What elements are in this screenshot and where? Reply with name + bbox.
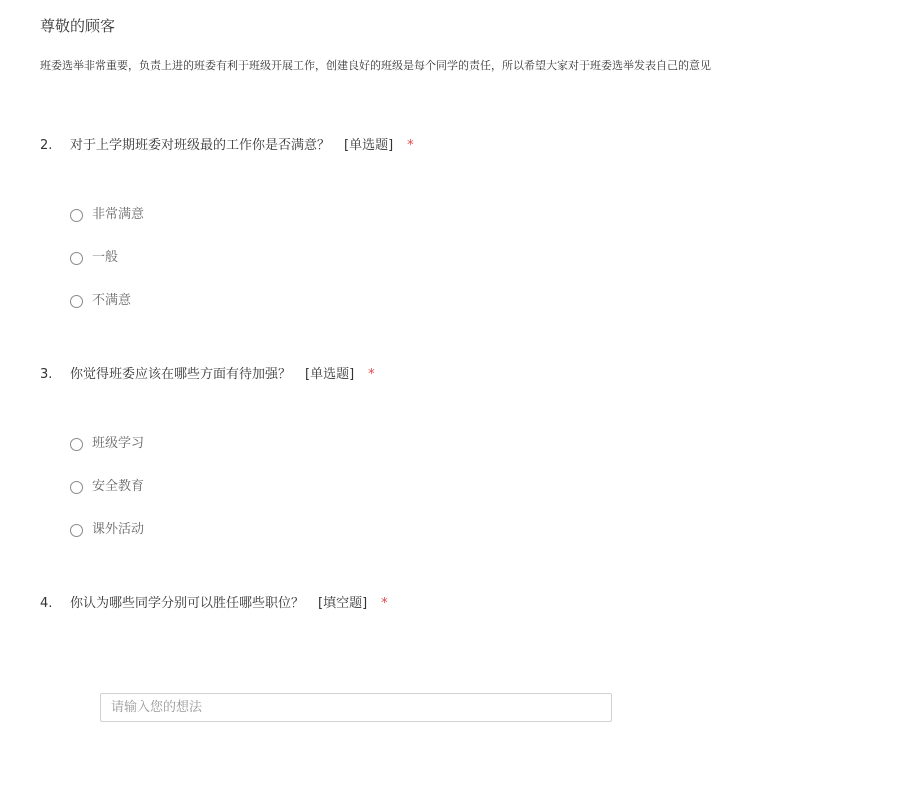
option-label: 班级学习 <box>92 436 145 451</box>
radio-option-safety-education[interactable] <box>70 478 144 496</box>
radio-option-average[interactable] <box>70 249 118 267</box>
radio-button[interactable] <box>70 252 83 265</box>
radio-button[interactable] <box>70 524 83 537</box>
question-3-title <box>40 366 375 384</box>
radio-button[interactable] <box>70 438 83 451</box>
question-text: 你觉得班委应该在哪些方面有待加强？ <box>70 367 292 382</box>
radio-option-very-satisfied[interactable] <box>70 206 144 224</box>
survey-intro: 班委选举非常重要，负责上进的班委有利于班级开展工作，创建良好的班级是每个同学的责任，所以希望大家对于班委选举发表自己的意见 <box>40 59 711 72</box>
radio-option-extracurricular[interactable] <box>70 521 144 539</box>
radio-button[interactable] <box>70 209 83 222</box>
question-type: [填空题] <box>318 596 368 611</box>
option-label: 不满意 <box>92 293 132 308</box>
answer-text-input[interactable] <box>100 693 612 722</box>
question-number: 4. <box>40 596 53 611</box>
question-4-title <box>40 595 388 613</box>
radio-button[interactable] <box>70 481 83 494</box>
option-label: 一般 <box>92 250 119 265</box>
question-type: [单选题] <box>344 138 394 153</box>
required-mark: * <box>381 596 388 611</box>
question-2-title <box>40 137 414 155</box>
greeting-title: 尊敬的顾客 <box>40 17 116 35</box>
radio-option-class-study[interactable] <box>70 435 144 453</box>
question-number: 2. <box>40 138 53 153</box>
question-text: 对于上学期班委对班级最的工作你是否满意？ <box>70 138 331 153</box>
option-label: 课外活动 <box>92 522 145 537</box>
radio-button[interactable] <box>70 295 83 308</box>
option-label: 非常满意 <box>92 207 145 222</box>
required-mark: * <box>368 367 375 382</box>
question-type: [单选题] <box>305 367 355 382</box>
question-text: 你认为哪些同学分别可以胜任哪些职位？ <box>70 596 305 611</box>
question-number: 3. <box>40 367 53 382</box>
option-label: 安全教育 <box>92 479 145 494</box>
required-mark: * <box>407 138 414 153</box>
radio-option-unsatisfied[interactable] <box>70 292 131 310</box>
